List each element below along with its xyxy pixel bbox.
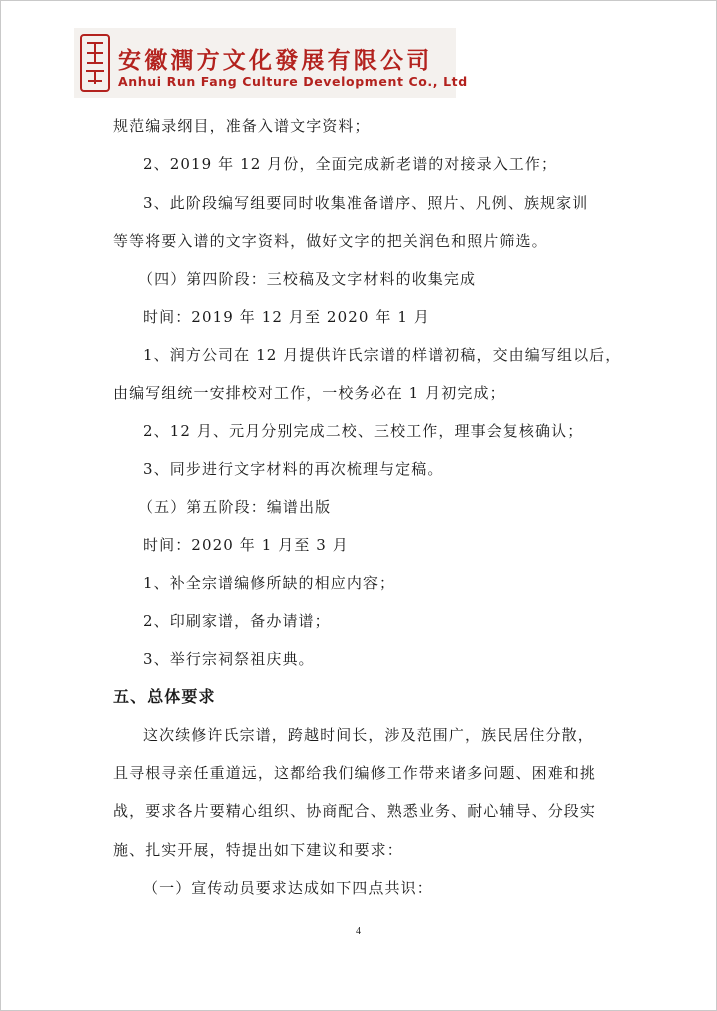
paragraph-line: 1、补全宗谱编修所缺的相应内容； (143, 574, 396, 592)
paragraph-line: 2、2019 年 12 月份，全面完成新老谱的对接录入工作； (143, 155, 558, 173)
paragraph-line: 规范编录纲目，准备入谱文字资料； (113, 117, 371, 135)
paragraph-line: 时间：2019 年 12 月至 2020 年 1 月 (143, 308, 430, 326)
paragraph-line: 施、扎实开展，特提出如下建议和要求： (113, 841, 403, 859)
company-seal-icon (80, 34, 110, 92)
section-heading: （一）宣传动员要求达成如下四点共识： (143, 879, 433, 897)
paragraph-line: 时间：2020 年 1 月至 3 月 (143, 536, 349, 554)
paragraph-line: 1、润方公司在 12 月提供许氏宗谱的样谱初稿，交由编写组以后， (143, 346, 622, 364)
paragraph-line: 由编写组统一安排校对工作，一校务必在 1 月初完成； (113, 384, 506, 402)
section-heading: （四）第四阶段：三校稿及文字材料的收集完成 (138, 270, 477, 288)
paragraph-line: 3、此阶段编写组要同时收集准备谱序、照片、凡例、族规家训 (143, 194, 589, 212)
paragraph-line: 战，要求各片要精心组织、协商配合、熟悉业务、耐心辅导、分段实 (113, 802, 597, 820)
paragraph-line: 3、举行宗祠祭祖庆典。 (143, 650, 315, 668)
section-heading: （五）第五阶段：编谱出版 (138, 498, 332, 516)
chapter-heading: 五、总体要求 (113, 687, 216, 706)
paragraph-line: 且寻根寻亲任重道远，这都给我们编修工作带来诸多问题、困难和挑 (113, 764, 597, 782)
paragraph-line: 这次续修许氏宗谱，跨越时间长，涉及范围广，族民居住分散， (143, 726, 594, 744)
paragraph-line: 3、同步进行文字材料的再次梳理与定稿。 (143, 460, 444, 478)
company-name-english: Anhui Run Fang Culture Development Co., Ltd (118, 74, 468, 89)
paragraph-line: 等等将要入谱的文字资料，做好文字的把关润色和照片筛选。 (113, 232, 548, 250)
paragraph-line: 2、印刷家谱，备办请谱； (143, 612, 331, 630)
company-name-chinese: 安徽潤方文化發展有限公司 (118, 47, 433, 74)
page-number: 4 (356, 926, 361, 937)
letterhead (74, 28, 468, 98)
paragraph-line: 2、12 月、元月分别完成二校、三校工作，理事会复核确认； (143, 422, 584, 440)
